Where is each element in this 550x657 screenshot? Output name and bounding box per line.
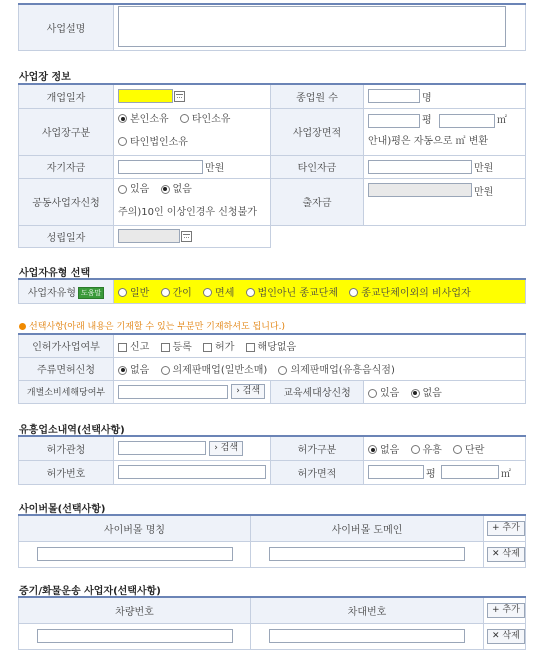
founding-date-label: 성립일자 bbox=[19, 225, 114, 247]
joint-business-label: 공동사업자신청 bbox=[19, 178, 114, 225]
joint-yes-radio[interactable]: 있음 bbox=[118, 179, 149, 201]
edu-no-radio[interactable]: 없음 bbox=[411, 384, 442, 399]
chassis-number-input[interactable] bbox=[269, 629, 465, 643]
license-office-input[interactable] bbox=[118, 441, 206, 455]
permit-report-check[interactable]: 신고 bbox=[118, 338, 149, 353]
vehicle-number-header: 차량번호 bbox=[19, 597, 251, 623]
joint-no-radio[interactable]: 없음 bbox=[161, 179, 192, 201]
biztype-table bbox=[18, 278, 526, 304]
calendar-icon[interactable] bbox=[174, 91, 185, 102]
biztype-exempt-radio[interactable]: 면세 bbox=[203, 284, 234, 299]
help-badge[interactable]: 도움말 bbox=[78, 287, 104, 299]
open-date-input[interactable] bbox=[118, 89, 173, 103]
vehicle-number-input[interactable] bbox=[37, 629, 233, 643]
own-capital-input[interactable] bbox=[118, 160, 203, 174]
joint-note: 주의)10인 이상인경우 신청불가 bbox=[118, 207, 257, 218]
own-capital-label: 자기자금 bbox=[19, 155, 114, 178]
freight-title: 증기/화물운송 사업자(선택사항) bbox=[19, 586, 161, 597]
place-corp-radio[interactable]: 타인법인소유 bbox=[118, 132, 188, 154]
excise-label: 개별소비세해당여부 bbox=[19, 380, 114, 403]
other-capital-label: 타인자금 bbox=[271, 155, 364, 178]
optional-notice: 선택사항(아래 내용은 기재할 수 있는 부분만 기재하셔도 됩니다.) bbox=[19, 319, 285, 332]
area-m2-unit: ㎡ bbox=[496, 115, 507, 126]
cyber-delete-button[interactable]: ✕ 삭제 bbox=[487, 547, 525, 562]
business-description-textarea[interactable] bbox=[118, 6, 506, 47]
area-m2-input[interactable] bbox=[439, 114, 495, 128]
edu-tax-label: 교육세대상신청 bbox=[271, 380, 364, 403]
license-area-pyeong-input[interactable] bbox=[368, 465, 424, 479]
area-pyeong-input[interactable] bbox=[368, 114, 420, 128]
license-entertainment-radio[interactable]: 유흥 bbox=[411, 441, 442, 456]
excise-input[interactable] bbox=[118, 385, 228, 399]
cyber-title: 사이버몰(선택사항) bbox=[19, 504, 106, 515]
freight-table bbox=[18, 596, 526, 650]
license-type-label: 허가구분 bbox=[271, 436, 364, 460]
license-karaoke-radio[interactable]: 단란 bbox=[453, 441, 484, 456]
biztype-nonbusiness-radio[interactable]: 종교단체이외의 비사업자 bbox=[349, 284, 470, 299]
license-number-input[interactable] bbox=[118, 465, 266, 479]
investment-unit: 만원 bbox=[474, 186, 494, 198]
license-area-label: 허가면적 bbox=[271, 460, 364, 484]
site-info-title: 사업장 정보 bbox=[19, 72, 71, 83]
permit-label: 인허가사업여부 bbox=[19, 334, 114, 357]
cyber-add-button[interactable]: + 추가 bbox=[487, 521, 525, 536]
permit-register-check[interactable]: 등록 bbox=[161, 338, 192, 353]
cyber-table bbox=[18, 514, 526, 568]
biztype-title: 사업자유형 선택 bbox=[19, 268, 91, 279]
license-table bbox=[18, 435, 526, 485]
license-search-button[interactable]: › 검색 bbox=[209, 441, 243, 456]
business-description-label: 사업설명 bbox=[19, 4, 114, 50]
area-pyeong-unit: 평 bbox=[422, 115, 432, 126]
employees-unit: 명 bbox=[422, 92, 432, 104]
liquor-retail-radio[interactable]: 의제판매업(일반소매) bbox=[161, 361, 268, 376]
site-info-table bbox=[18, 83, 526, 248]
biztype-label: 사업자유형 bbox=[27, 287, 76, 299]
biztype-general-radio[interactable]: 일반 bbox=[118, 284, 149, 299]
license-number-label: 허가번호 bbox=[19, 460, 114, 484]
optional-table bbox=[18, 333, 526, 404]
license-title: 유흥업소내역(선택사항) bbox=[19, 425, 125, 436]
own-capital-unit: 만원 bbox=[205, 163, 225, 174]
biztype-simple-radio[interactable]: 간이 bbox=[161, 284, 192, 299]
other-capital-unit: 만원 bbox=[474, 163, 494, 174]
place-type-label: 사업장구분 bbox=[19, 108, 114, 155]
license-area-pyeong-unit: 평 bbox=[426, 468, 436, 480]
cyber-domain-input[interactable] bbox=[269, 547, 465, 561]
cyber-name-input[interactable] bbox=[37, 547, 233, 561]
excise-search-button[interactable]: › 검색 bbox=[231, 384, 265, 399]
employees-label: 종업원 수 bbox=[271, 84, 364, 108]
chassis-number-header: 차대번호 bbox=[251, 597, 484, 623]
investment-input[interactable] bbox=[368, 183, 472, 197]
calendar-icon[interactable] bbox=[181, 231, 192, 242]
liquor-none-radio[interactable]: 없음 bbox=[118, 361, 149, 376]
biztype-religious-radio[interactable]: 법인아닌 종교단체 bbox=[246, 284, 338, 299]
bullet-icon bbox=[19, 323, 26, 330]
license-office-label: 허가관청 bbox=[19, 436, 114, 460]
place-other-radio[interactable]: 타인소유 bbox=[180, 109, 231, 131]
cyber-domain-header: 사이버몰 도메인 bbox=[251, 515, 484, 541]
area-label: 사업장면적 bbox=[271, 108, 364, 155]
permit-license-check[interactable]: 허가 bbox=[203, 338, 234, 353]
license-none-radio[interactable]: 없음 bbox=[368, 441, 399, 456]
investment-label: 출자금 bbox=[271, 178, 364, 225]
employees-input[interactable] bbox=[368, 89, 420, 103]
other-capital-input[interactable] bbox=[368, 160, 472, 174]
liquor-label: 주류면허신청 bbox=[19, 357, 114, 380]
license-area-m2-unit: ㎡ bbox=[500, 468, 511, 480]
area-note: 안내)평은 자동으로 ㎡ 변환 bbox=[368, 136, 489, 147]
cyber-name-header: 사이버몰 명칭 bbox=[19, 515, 251, 541]
place-own-radio[interactable]: 본인소유 bbox=[118, 109, 169, 131]
permit-none-check[interactable]: 해당없음 bbox=[246, 338, 297, 353]
liquor-entertainment-radio[interactable]: 의제판매업(유흥음식점) bbox=[278, 361, 394, 376]
license-area-m2-input[interactable] bbox=[441, 465, 499, 479]
freight-delete-button[interactable]: ✕ 삭제 bbox=[487, 629, 525, 644]
founding-date-input[interactable] bbox=[118, 229, 180, 243]
open-date-label: 개업일자 bbox=[19, 84, 114, 108]
edu-yes-radio[interactable]: 있음 bbox=[368, 384, 399, 399]
freight-add-button[interactable]: + 추가 bbox=[487, 603, 525, 618]
